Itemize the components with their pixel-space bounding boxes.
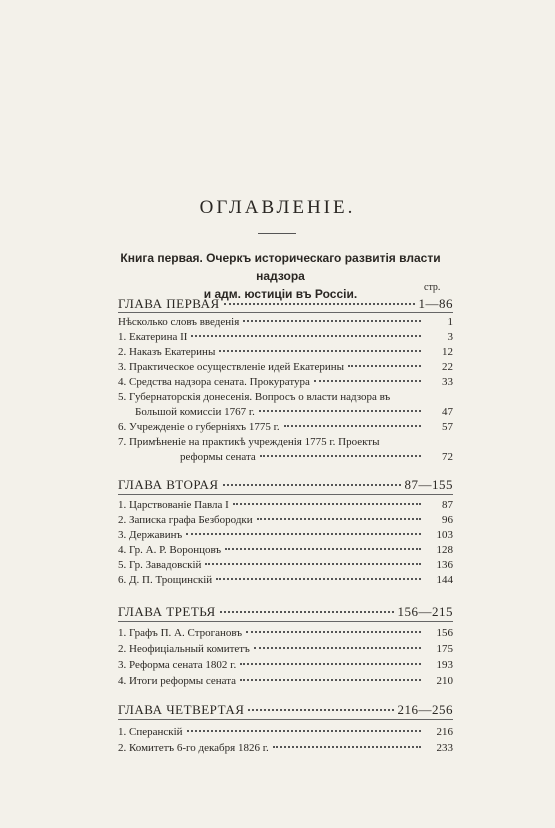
leader-dots	[254, 647, 421, 649]
entry-page: 33	[442, 376, 453, 388]
leader-dots	[273, 746, 421, 748]
entry-text: Нѣсколько словъ введенiя	[118, 316, 240, 328]
entry-text: 3. Державинъ	[118, 529, 183, 541]
leader-dots	[246, 631, 421, 633]
leader-dots	[233, 503, 421, 505]
entry-page: 233	[436, 742, 453, 754]
chapter-heading	[118, 702, 453, 718]
entry-page: 216	[436, 726, 453, 738]
chapter-title: ГЛАВА ПЕРВАЯ	[118, 296, 220, 311]
entry-page: 156	[436, 627, 453, 639]
entry-page: 136	[436, 559, 453, 571]
entry-text: 1. Сперанскiй	[118, 726, 183, 738]
chapter-pages: 216—256	[397, 702, 453, 717]
leader-dots	[243, 320, 421, 322]
chapter-pages: 156—215	[397, 604, 453, 619]
book-title-line1: Книга первая. Очеркъ историческаго развитiя власти надзора	[120, 251, 441, 283]
entry-page: 72	[442, 451, 453, 463]
entry-text: 2. Неофицiальный комитетъ	[118, 643, 250, 655]
entry-text: 4. Гр. А. Р. Воронцовъ	[118, 544, 222, 556]
toc-entry	[118, 627, 453, 642]
leader-dots	[191, 335, 421, 337]
entry-page: 87	[442, 499, 453, 511]
toc-entry	[118, 514, 453, 529]
entry-text: Большой комиссiи 1767 г.	[135, 406, 255, 418]
entry-page: 12	[442, 346, 453, 358]
chapter-heading	[118, 477, 453, 493]
leader-dots	[219, 350, 421, 352]
toc-entry	[118, 361, 453, 376]
chapter-pages: 1—86	[418, 296, 453, 311]
chapter-rule	[118, 312, 453, 313]
title-rule	[258, 233, 296, 234]
page-title: ОГЛАВЛЕНIЕ.	[199, 197, 356, 218]
toc-entry	[118, 376, 453, 391]
entry-page: 144	[436, 574, 453, 586]
toc-entry	[118, 331, 453, 346]
toc-entry	[118, 499, 453, 514]
toc-entry	[118, 436, 453, 451]
chapter-rule	[118, 621, 453, 622]
leader-dots	[284, 425, 421, 427]
entry-text: 1. Царствованiе Павла I	[118, 499, 229, 511]
book-title-line2: и адм. юстицiи въ Россiи.	[203, 287, 358, 301]
chapter-rule	[118, 494, 453, 495]
toc-entry	[118, 391, 453, 406]
entry-text: 2. Наказъ Екатерины	[118, 346, 216, 358]
entry-page: 210	[436, 675, 453, 687]
entry-text: 2. Записка графа Безбородки	[118, 514, 253, 526]
toc-entry	[118, 559, 453, 574]
leader-dots	[248, 709, 393, 711]
book-title	[118, 249, 443, 303]
toc-entry	[118, 346, 453, 361]
leader-dots	[240, 679, 421, 681]
chapter-pages: 87—155	[404, 477, 453, 492]
entry-text: 6. Учрежденiе о губернiяхъ 1775 г.	[118, 421, 280, 433]
entry-page: 22	[442, 361, 453, 373]
toc-entry	[118, 574, 453, 589]
leader-dots	[216, 578, 421, 580]
toc-entry	[118, 316, 453, 331]
entry-text: 5. Губернаторскiя донесенiя. Вопросъ о власти надзора въ	[118, 391, 391, 403]
leader-dots	[240, 663, 421, 665]
entry-page: 1	[447, 316, 453, 328]
toc-entry	[118, 643, 453, 658]
entry-text: реформы сената	[180, 451, 256, 463]
chapter-title: ГЛАВА ВТОРАЯ	[118, 477, 219, 492]
entry-text: 3. Практическое осуществленiе идей Екатерины	[118, 361, 345, 373]
entry-page: 57	[442, 421, 453, 433]
chapter-rule	[118, 719, 453, 720]
entry-text: 4. Итоги реформы сената	[118, 675, 237, 687]
entry-page: 47	[442, 406, 453, 418]
toc-entry	[118, 544, 453, 559]
entry-text: 4. Средства надзора сената. Прокуратура	[118, 376, 310, 388]
entry-text: 6. Д. П. Трощинскiй	[118, 574, 213, 586]
entry-page: 96	[442, 514, 453, 526]
chapter-title: ГЛАВА ТРЕТЬЯ	[118, 604, 216, 619]
toc-entry	[118, 421, 453, 436]
entry-text: 2. Комитетъ 6-го декабря 1826 г.	[118, 742, 269, 754]
leader-dots	[187, 730, 421, 732]
toc-entry	[118, 726, 453, 741]
entry-text: 1. Екатерина II	[118, 331, 188, 343]
chapter-title: ГЛАВА ЧЕТВЕРТАЯ	[118, 702, 245, 717]
leader-dots	[257, 518, 421, 520]
toc-entry	[118, 675, 453, 690]
chapter-heading	[118, 296, 453, 312]
entry-page: 3	[447, 331, 453, 343]
leader-dots	[259, 410, 421, 412]
entry-text: 3. Реформа сената 1802 г.	[118, 659, 237, 671]
chapter-heading	[118, 604, 453, 620]
toc-entry	[118, 659, 453, 674]
entry-page: 193	[436, 659, 453, 671]
entry-page: 103	[436, 529, 453, 541]
entry-page: 128	[436, 544, 453, 556]
toc-entry	[118, 742, 453, 757]
leader-dots	[260, 455, 421, 457]
leader-dots	[220, 611, 394, 613]
toc-entry	[118, 406, 453, 421]
leader-dots	[348, 365, 421, 367]
entry-page: 175	[436, 643, 453, 655]
leader-dots	[186, 533, 421, 535]
entry-text: 5. Гр. Завадовскiй	[118, 559, 202, 571]
entry-text: 7. Примѣненiе на практикѣ учрежденiя 1775 г. Проекты	[118, 436, 380, 448]
toc-entry	[118, 529, 453, 544]
toc-entry	[118, 451, 453, 466]
leader-dots	[225, 548, 421, 550]
page-column-header: стр.	[424, 282, 441, 293]
entry-text: 1. Графъ П. А. Строгановъ	[118, 627, 243, 639]
leader-dots	[205, 563, 421, 565]
leader-dots	[223, 484, 401, 486]
leader-dots	[314, 380, 421, 382]
leader-dots	[224, 303, 415, 305]
